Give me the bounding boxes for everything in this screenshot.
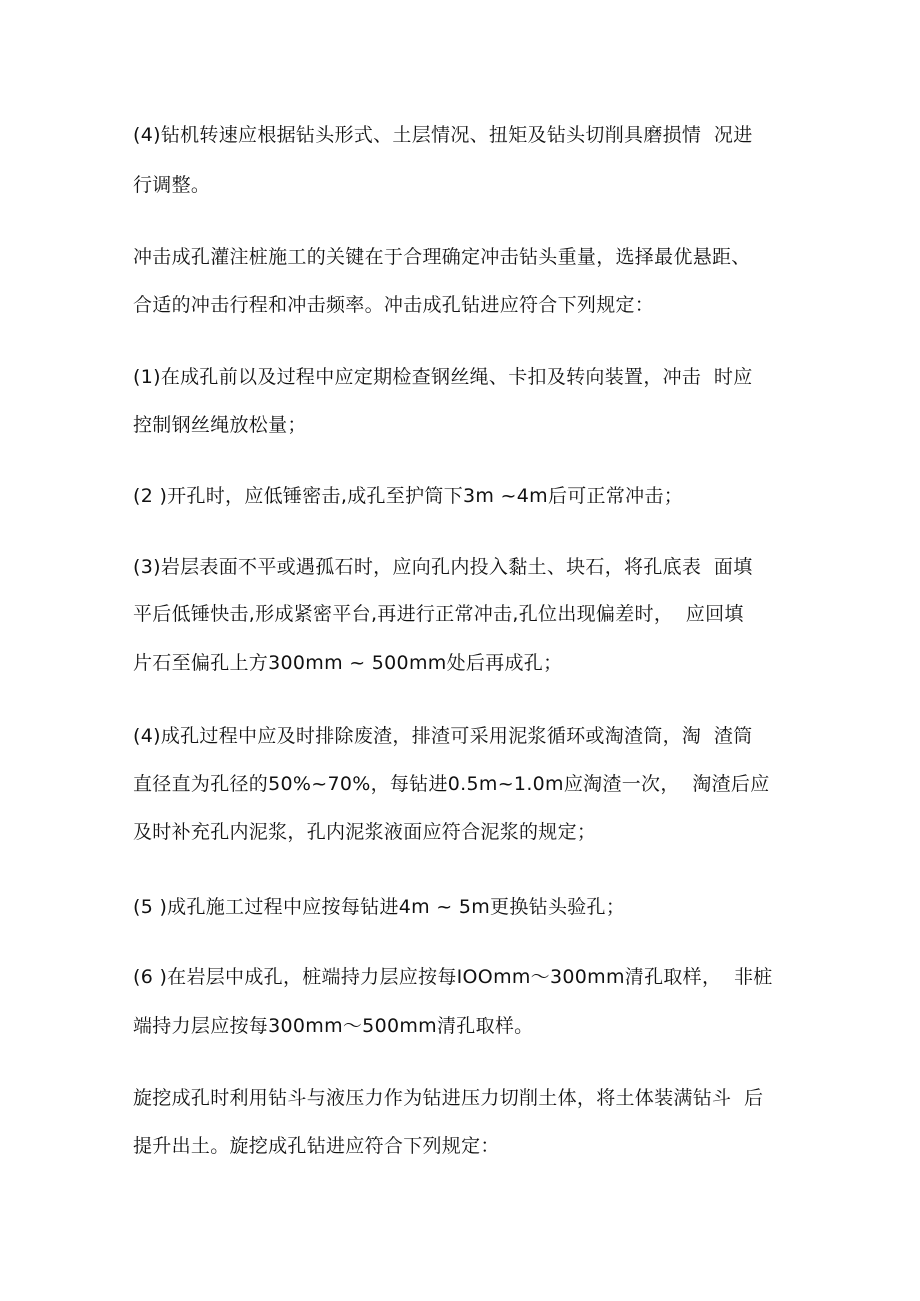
text-line: 片石至偏孔上方300mm ~ 500mm处后再成孔；: [133, 652, 563, 674]
text-line: (3)岩层表面不平或遇孤石时，应向孔内投入黏土、块石，将孔底表 面填: [133, 556, 753, 578]
text-line: (6 )在岩层中成孔，桩端持力层应按每IOOmm～300mm清孔取样， 非桩: [133, 966, 773, 988]
text-line: 行调整。: [133, 174, 211, 196]
text-line: (2 )开孔时，应低锤密击,成孔至护筒下3m ~4m后可正常冲击；: [133, 485, 684, 507]
text-line: 平后低锤快击,形成紧密平台,再进行正常冲击,孔位出现偏差时， 应回填: [133, 603, 744, 625]
text-line: 冲击成孔灌注桩施工的关键在于合理确定冲击钻头重量，选择最优悬距、: [133, 246, 751, 268]
text-line: (4)钻机转速应根据钻头形式、土层情况、扭矩及钻头切削具磨损情 况进: [133, 124, 753, 146]
text-line: (1)在成孔前以及过程中应定期检查钢丝绳、卡扣及转向装置，冲击 时应: [133, 366, 753, 388]
text-line: 及时补充孔内泥浆，孔内泥浆液面应符合泥浆的规定；: [133, 821, 597, 843]
text-line: 旋挖成孔时利用钻斗与液压力作为钻进压力切削土体，将土体装满钻斗 后: [133, 1087, 764, 1109]
text-line: 直径直为孔径的50%~70%，每钻进0.5m~1.0m应淘渣一次， 淘渣后应: [133, 773, 770, 795]
text-line: (5 )成孔施工过程中应按每钻进4m ~ 5m更换钻头验孔；: [133, 896, 626, 918]
text-line: (4)成孔过程中应及时排除废渣，排渣可采用泥浆循环或淘渣筒，淘 渣筒: [133, 725, 753, 747]
text-line: 端持力层应按每300mm～500mm清孔取样。: [133, 1015, 534, 1037]
text-line: 提升出土。旋挖成孔钻进应符合下列规定：: [133, 1135, 500, 1157]
text-line: 控制钢丝绳放松量；: [133, 414, 307, 436]
text-line: 合适的冲击行程和冲击频率。冲击成孔钻进应符合下列规定：: [133, 294, 655, 316]
